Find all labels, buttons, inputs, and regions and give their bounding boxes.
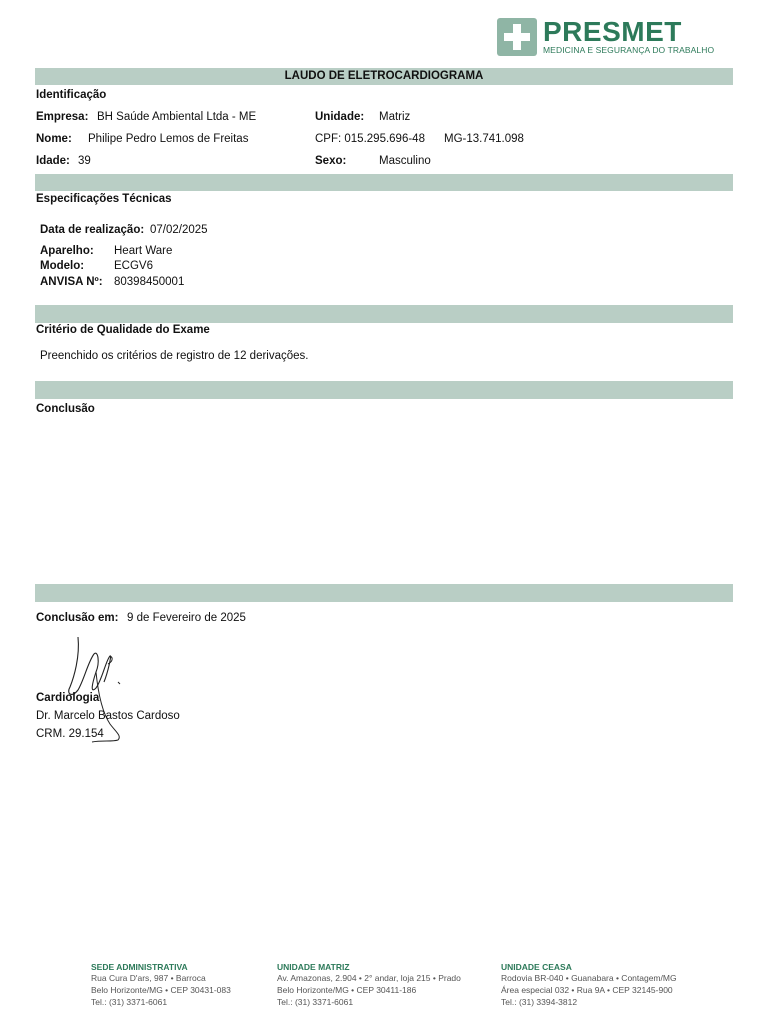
footer-sede xyxy=(91,962,271,1008)
footer-matriz xyxy=(277,962,497,1008)
brand-name: PRESMET xyxy=(543,16,682,47)
unidade-label: Unidade: xyxy=(315,111,365,123)
document-title: LAUDO DE ELETROCARDIOGRAMA xyxy=(284,70,484,82)
sexo-value: Masculino xyxy=(379,155,431,167)
idade-value: 39 xyxy=(78,155,91,167)
aparelho-label: Aparelho: xyxy=(40,245,94,257)
empresa-label: Empresa: xyxy=(36,111,89,123)
footer-ceasa xyxy=(501,962,731,1008)
unidade-value: Matriz xyxy=(379,111,411,123)
footer-address-line: Rua Cura D'ars, 987 • Barroca xyxy=(91,973,206,983)
aparelho-value: Heart Ware xyxy=(114,245,173,257)
section-divider xyxy=(35,584,733,602)
idade-label: Idade: xyxy=(36,155,70,167)
footer-heading: UNIDADE CEASA xyxy=(501,962,572,972)
footer-phone: Tel.: (31) 3371-6061 xyxy=(91,997,168,1007)
modelo-value: ECGV6 xyxy=(114,260,153,272)
footer-address-line: Av. Amazonas, 2.904 • 2° andar, loja 215 • Prado xyxy=(277,973,461,983)
footer-address-line: Rodovia BR-040 • Guanabara • Contagem/MG xyxy=(501,973,677,983)
section-divider xyxy=(35,381,733,399)
footer-address-line: Belo Horizonte/MG • CEP 30411-186 xyxy=(277,985,417,995)
footer-heading: SEDE ADMINISTRATIVA xyxy=(91,962,188,972)
rg-value: MG-13.741.098 xyxy=(444,133,524,145)
criterio-text: Preenchido os critérios de registro de 12 derivações. xyxy=(40,350,309,362)
section-heading-conclusao: Conclusão xyxy=(36,403,95,415)
anvisa-label: ANVISA Nº: xyxy=(40,276,103,288)
footer-heading: UNIDADE MATRIZ xyxy=(277,962,350,972)
footer-phone: Tel.: (31) 3394-3812 xyxy=(501,997,578,1007)
nome-label: Nome: xyxy=(36,133,72,145)
signer-name: Dr. Marcelo Bastos Cardoso xyxy=(36,710,180,722)
conclusao-em-label: Conclusão em: xyxy=(36,612,119,624)
cpf-value: CPF: 015.295.696-48 xyxy=(315,133,425,145)
title-bar xyxy=(35,68,733,85)
section-heading-especificacoes: Especificações Técnicas xyxy=(36,193,172,205)
section-heading-identificacao: Identificação xyxy=(36,89,107,101)
sexo-label: Sexo: xyxy=(315,155,347,167)
footer-phone: Tel.: (31) 3371-6061 xyxy=(277,997,354,1007)
modelo-label: Modelo: xyxy=(40,260,85,272)
nome-value: Philipe Pedro Lemos de Freitas xyxy=(88,133,249,145)
signer-crm: CRM. 29.154 xyxy=(36,728,104,740)
brand-tagline: MEDICINA E SEGURANÇA DO TRABALHO xyxy=(543,45,715,55)
empresa-value: BH Saúde Ambiental Ltda - ME xyxy=(97,111,257,123)
data-realizacao-value: 07/02/2025 xyxy=(150,224,208,236)
footer-address-line: Área especial 032 • Rua 9A • CEP 32145-900 xyxy=(501,985,673,995)
logo-cross-icon xyxy=(497,18,537,56)
section-heading-criterio: Critério de Qualidade do Exame xyxy=(36,324,210,336)
anvisa-value: 80398450001 xyxy=(114,276,185,288)
data-realizacao-label: Data de realização: xyxy=(40,224,145,236)
section-divider xyxy=(35,174,733,191)
footer-address-line: Belo Horizonte/MG • CEP 30431-083 xyxy=(91,985,231,995)
signer-role: Cardiologia xyxy=(36,692,100,704)
section-divider xyxy=(35,305,733,323)
conclusao-em-value: 9 de Fevereiro de 2025 xyxy=(127,612,246,624)
